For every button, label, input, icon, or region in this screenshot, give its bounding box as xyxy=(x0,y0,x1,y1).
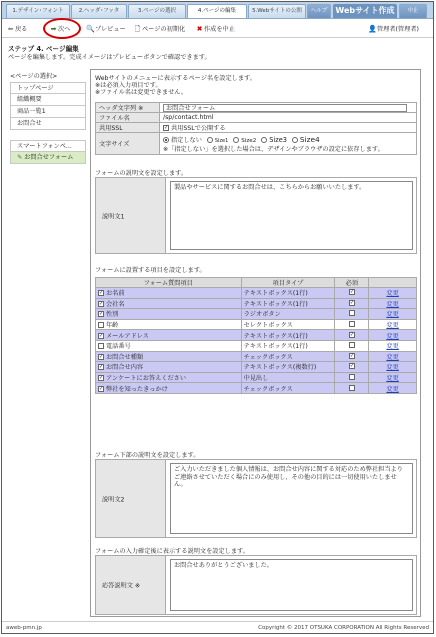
required-cell xyxy=(335,288,369,299)
question-name: アンケートにお答えください xyxy=(105,375,187,383)
page-select-sidebar xyxy=(10,71,86,164)
type-cell: テキストボックス(複数行) xyxy=(241,362,335,373)
intro-line-1: Webサイトのメニューに表示するページ名を設定します。 xyxy=(95,75,256,82)
table-row xyxy=(96,319,417,330)
tab-header-footer[interactable]: 2.ヘッダ･フッタ xyxy=(71,4,127,18)
description2-label: 説明文2 xyxy=(102,496,125,503)
table-row xyxy=(96,340,417,351)
item-enable-checkbox[interactable]: ✓ xyxy=(99,311,104,318)
tab-design-font[interactable]: 1.デザイン･フォント xyxy=(6,4,70,18)
app-title: Webサイト作成 xyxy=(333,4,397,18)
size-radio-1[interactable] xyxy=(207,137,213,143)
sidebar-item-top[interactable]: トップページ xyxy=(10,82,86,94)
sidebar-heading: <ページの選択> xyxy=(10,73,58,80)
edit-pencil-icon: ✎ xyxy=(17,154,23,161)
type-cell: セレクトボックス xyxy=(241,319,335,330)
required-checkbox[interactable] xyxy=(349,310,355,316)
edit-item-link[interactable]: 変更 xyxy=(386,385,399,393)
question-name: お問合せ種類 xyxy=(105,353,144,361)
table-row xyxy=(96,288,417,299)
item-enable-checkbox[interactable]: ✓ xyxy=(99,290,104,297)
magnifier-icon: 🔍 xyxy=(86,25,95,33)
back-label: 戻る xyxy=(15,26,28,33)
size-option-4: Size4 xyxy=(299,134,320,144)
edit-item-link[interactable]: 変更 xyxy=(386,332,399,340)
intro-line-2: ※は必須入力項目です。 xyxy=(95,82,162,89)
abort-label: 作成を中止 xyxy=(204,26,235,33)
required-cell xyxy=(335,330,369,341)
intro-line-3: ※ファイル名は変更できません。 xyxy=(95,89,188,96)
question-cell xyxy=(96,298,242,309)
size-option-none: 指定しない xyxy=(170,136,202,144)
question-cell xyxy=(96,351,242,362)
help-button[interactable]: ヘルプ xyxy=(307,4,331,18)
size-option-2: Size2 xyxy=(241,137,257,144)
reply-row xyxy=(95,555,417,615)
file-name-value: /sp/contact.html xyxy=(160,113,417,123)
item-enable-checkbox[interactable] xyxy=(98,322,104,328)
question-name: 弊社を知ったきっかけ xyxy=(105,385,168,393)
question-cell xyxy=(96,319,242,330)
file-name-label: ファイル名 xyxy=(96,113,160,123)
required-checkbox[interactable]: ✓ xyxy=(349,299,355,306)
edit-item-link[interactable]: 変更 xyxy=(386,300,399,308)
item-enable-checkbox[interactable]: ✓ xyxy=(99,364,104,371)
action-cell xyxy=(369,340,417,351)
main-content xyxy=(2,39,433,621)
item-enable-checkbox[interactable]: ✓ xyxy=(99,375,104,382)
edit-item-link[interactable]: 変更 xyxy=(386,364,399,372)
required-cell xyxy=(335,298,369,309)
sidebar-item-contact[interactable]: お問合せ xyxy=(10,118,86,130)
table-row xyxy=(96,351,417,362)
footer-copyright: Copyright © 2017 OTSUKA CORPORATION All Rights Reserved xyxy=(258,625,429,631)
page-description: ページを編集します。完成イメージはプレビューボタンで確認できます。 xyxy=(8,54,211,61)
type-cell: テキストボックス(1行) xyxy=(241,330,335,341)
edit-item-link[interactable]: 変更 xyxy=(386,343,399,351)
question-cell xyxy=(96,372,242,383)
action-cell xyxy=(369,351,417,362)
table-row xyxy=(96,309,417,320)
heading-label: ヘッダ文字列 ※ xyxy=(96,103,160,113)
tab-page-edit[interactable]: 4.ページの編集 xyxy=(187,4,247,18)
reply-label: 応答説明文 ※ xyxy=(102,582,141,590)
description2-caption: フォーム下部の説明文を設定します。 xyxy=(95,452,200,459)
next-label: 次へ xyxy=(58,26,71,33)
required-checkbox[interactable] xyxy=(349,342,355,348)
question-name: 年齢 xyxy=(105,322,119,330)
type-cell: チェックボックス xyxy=(241,383,335,394)
item-enable-checkbox[interactable]: ✓ xyxy=(99,353,104,360)
required-cell xyxy=(335,351,369,362)
required-checkbox[interactable] xyxy=(349,385,355,391)
next-highlight-ring xyxy=(43,18,81,39)
item-enable-checkbox[interactable] xyxy=(98,343,104,349)
question-name: お名前 xyxy=(105,290,125,298)
edit-item-link[interactable]: 変更 xyxy=(386,322,399,330)
action-cell xyxy=(369,383,417,394)
edit-item-link[interactable]: 変更 xyxy=(386,353,399,361)
cancel-tab-button[interactable]: 中止 xyxy=(399,4,427,18)
col-question: フォーム質問項目 xyxy=(96,278,242,288)
page-icon: 🗋 xyxy=(134,25,141,33)
required-checkbox[interactable]: ✓ xyxy=(349,352,355,359)
reset-page-button[interactable] xyxy=(133,23,185,35)
sidebar-item-contact-form-label: お問合せフォーム xyxy=(24,154,74,161)
form-items-body xyxy=(96,288,417,394)
description2-textarea[interactable]: ご入力いただきました個人情報は、お問合せ内容に関する対応のため弊社担当よりご連絡させていただく場合にのみ使用し、その他の目的には一切使用いたしません。 xyxy=(170,463,413,534)
required-checkbox[interactable]: ✓ xyxy=(349,363,355,370)
sidebar-item-products[interactable]: 商品一覧1 xyxy=(10,106,86,118)
abort-button[interactable] xyxy=(195,23,235,35)
required-cell xyxy=(335,383,369,394)
action-cell xyxy=(369,319,417,330)
items-caption: フォームに設置する項目を設定します。 xyxy=(95,267,206,274)
required-cell xyxy=(335,319,369,330)
sidebar-item-smartphone[interactable]: スマートフォンペ... xyxy=(10,140,86,152)
action-cell xyxy=(369,288,417,299)
app-window xyxy=(1,1,434,634)
table-row xyxy=(96,383,417,394)
arrow-left-icon: ⬅ xyxy=(7,25,14,33)
size-option-3: Size3 xyxy=(269,135,287,144)
type-cell: テキストボックス(1行) xyxy=(241,298,335,309)
description1-label-cell xyxy=(96,178,166,253)
question-cell xyxy=(96,383,242,394)
ssl-text: 共用SSLで公開する xyxy=(170,125,226,132)
footer-domain: aweb-pmn.jp xyxy=(6,625,42,631)
col-action xyxy=(369,278,417,288)
required-cell xyxy=(335,340,369,351)
required-checkbox[interactable]: ✓ xyxy=(349,331,355,338)
ssl-label: 共用SSL xyxy=(96,123,160,133)
type-cell: テキストボックス(1行) xyxy=(241,340,335,351)
required-cell xyxy=(335,372,369,383)
user-icon: 👤 xyxy=(368,25,377,33)
heading-input[interactable]: お問合せフォーム xyxy=(163,104,407,112)
user-indicator xyxy=(368,23,419,35)
font-size-label: 文字サイズ xyxy=(96,133,160,155)
tab-page-select[interactable]: 3.ページの選択 xyxy=(128,4,186,18)
required-checkbox[interactable]: ✓ xyxy=(349,289,355,296)
item-enable-checkbox[interactable]: ✓ xyxy=(99,332,104,339)
description1-label: 説明文1 xyxy=(102,213,125,220)
size-option-1: Size1 xyxy=(214,137,229,144)
col-required: 必須 xyxy=(335,278,369,288)
table-row xyxy=(96,298,417,309)
preview-label: プレビュー xyxy=(95,26,126,33)
action-cell xyxy=(369,362,417,373)
type-cell: ラジオボタン xyxy=(241,309,335,320)
col-type: 項目タイプ xyxy=(241,278,335,288)
description2-label-cell xyxy=(96,460,166,537)
description1-caption: フォームの説明文を設定します。 xyxy=(95,170,188,177)
required-checkbox[interactable] xyxy=(349,374,355,380)
page-title: ステップ 4. ページ編集 xyxy=(8,45,79,53)
ssl-checkbox[interactable]: ✓ xyxy=(164,125,169,131)
question-name: 会社名 xyxy=(105,300,125,308)
sidebar-item-contact-form[interactable] xyxy=(10,152,86,164)
edit-item-link[interactable]: 変更 xyxy=(386,311,399,319)
question-name: 電話番号 xyxy=(105,343,131,351)
reply-caption: フォームの入力確定後に表示する説明文を設定します。 xyxy=(95,548,249,555)
required-checkbox[interactable] xyxy=(349,321,355,327)
type-cell: テキストボックス(1行) xyxy=(241,288,335,299)
tab-publish[interactable]: 5.Webサイトの公開 xyxy=(248,4,306,18)
page-settings-table xyxy=(95,102,417,155)
preview-button[interactable] xyxy=(86,23,126,35)
question-name: お問合せ内容 xyxy=(105,364,144,372)
question-cell xyxy=(96,340,242,351)
size-note: ※「指定しない」を選択した場合は、デザインやブラウザの設定に依存します。 xyxy=(163,145,384,153)
action-cell xyxy=(369,372,417,383)
size-radio-none[interactable] xyxy=(163,137,169,143)
question-cell xyxy=(96,362,242,373)
reset-label: ページの初期化 xyxy=(142,26,186,33)
action-cell xyxy=(369,330,417,341)
required-cell xyxy=(335,309,369,320)
table-row xyxy=(96,372,417,383)
action-cell xyxy=(369,298,417,309)
sidebar-item-company[interactable]: 組織概要 xyxy=(10,94,86,106)
arrow-right-icon: ➡ xyxy=(50,25,57,33)
size-radio-2[interactable] xyxy=(233,137,239,143)
back-button[interactable] xyxy=(6,23,27,35)
question-cell xyxy=(96,330,242,341)
edit-panel xyxy=(90,69,421,617)
footer xyxy=(2,621,433,634)
table-row xyxy=(96,362,417,373)
item-enable-checkbox[interactable]: ✓ xyxy=(99,385,104,392)
question-name: 性別 xyxy=(105,311,119,319)
action-cell xyxy=(369,309,417,320)
reply-textarea[interactable]: お問合せありがとうございました。 xyxy=(170,559,413,611)
question-name: メールアドレス xyxy=(105,332,149,340)
type-cell: 中見出し xyxy=(241,372,335,383)
edit-item-link[interactable]: 変更 xyxy=(386,375,399,383)
type-cell: チェックボックス xyxy=(241,351,335,362)
item-enable-checkbox[interactable]: ✓ xyxy=(99,300,104,307)
user-name: 管理者(管理者) xyxy=(377,26,419,33)
required-cell xyxy=(335,362,369,373)
description2-row xyxy=(95,459,417,538)
size-radio-3[interactable] xyxy=(261,137,267,143)
reply-label-cell xyxy=(96,556,166,614)
question-cell xyxy=(96,288,242,299)
edit-item-link[interactable]: 変更 xyxy=(386,290,399,298)
wizard-tab-bar xyxy=(2,2,433,19)
table-row xyxy=(96,330,417,341)
form-items-table xyxy=(95,277,417,394)
description1-row xyxy=(95,177,417,254)
description1-textarea[interactable]: 製品やサービスに関するお問合せは、こちらからお願いいたします。 xyxy=(170,181,413,250)
size-radio-4[interactable] xyxy=(292,137,298,143)
question-cell xyxy=(96,309,242,320)
close-icon: ✖ xyxy=(196,25,203,33)
